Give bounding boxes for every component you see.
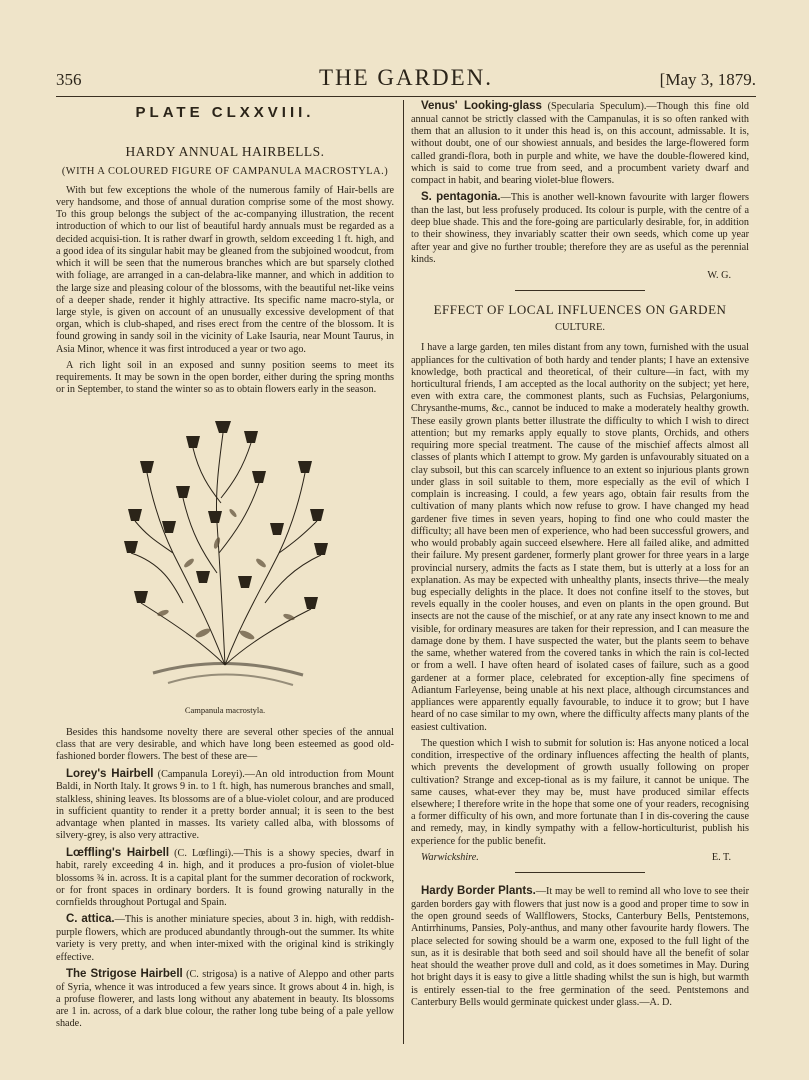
- page-header: [56, 62, 756, 98]
- article-heading: EFFECT OF LOCAL INFLUENCES ON GARDEN: [433, 302, 727, 318]
- campanula-woodcut-illustration: [113, 403, 337, 703]
- plate-number: PLATE CLXXVIII.: [135, 104, 315, 121]
- species-entry: [411, 100, 749, 187]
- entry-term: Hardy Border Plants.: [421, 885, 536, 898]
- author-location: Warwickshire.: [421, 851, 479, 863]
- species-term: Venus' Looking-glass: [421, 100, 542, 112]
- species-text: (Specularia Speculum).—Though this fine old annual cannot be strictly classed with the Campanulas, it is so often ranked with them that an allusion to it under this head is, on this account, admissable. It is, without doubt, one of our showiest annuals, and besides the large-flowered form called grandi-flora, both in purple and white, we have the double-flowered kind, which is said to come true from seed, and a procumbent variety dwarf and compact in habit, and bearing violet-blue flowers.: [411, 101, 749, 186]
- species-text: (C. Lœflingi).—This is a showy species, dwarf in habit, rarely exceeding 4 in. high, and it produces a pro-fusion of violet-blue blossoms ¾ in. across. It is a capital plant for the summer decoration of rockwork, or for front spaces in ordinary borders. It is found growing naturally in the cornfields throughout Portugal and Spain.: [56, 847, 394, 909]
- author-initials: W. G.: [707, 270, 731, 282]
- illustration-caption: Campanula macrostyla.: [184, 704, 266, 715]
- section-divider: [515, 872, 645, 873]
- right-column: [411, 100, 749, 1013]
- page-number: 356: [56, 70, 82, 89]
- paragraph: A rich light soil in an exposed and sunny position seems to meet its requirements. It may be sown in the open border, either during the spring months or in September, to stand the winter so as to obtain flowers early in the season.: [56, 359, 394, 396]
- column-rule: [403, 100, 404, 1044]
- issue-date: [May 3, 1879.: [659, 70, 756, 89]
- species-text: (Campanula Loreyi).—An old introduction from Mount Baldi, in North Italy. It grows 9 in. to 1 ft. high, has numerous branches and small, stalkless, shining leaves. Its blossoms are of a blue-violet colour, and are produced in sufficient quantity to render it a pretty border annual; it is seen to the best advantage when planted in masses. Its variety called alba, with blossoms of silvery-grey, is also very attractive.: [56, 768, 395, 842]
- species-term: Lœffling's Hairbell: [66, 846, 170, 859]
- paragraph: With but few exceptions the whole of the numerous family of Hair-bells are very handsome, and those of annual duration comprise some of the most showy. To this group belongs the subject of the ac-companying illustration, the recent introduction of which to our list of beautiful hardy annuals must be regarded as a decided acquisi-tion. It is rather dwarf in growth, seldom exceeding 1 ft. high, and a good idea of its singular habit may be gleaned from the subjoined woodcut, from which it will be seen that the numerous branches which are but sparsely clothed with foliage, are arranged in a can-delabra-like manner, and which in addition to the large size and pleasing colour of the blossoms, with the beautiful net-like veins of a deeper shade, render it highly attractive. Its specific name macro-styla, or large style, is given on account of an unusually excessive development of that organ, which is club-shaped, and rises erect from the centre of the blossom. It is found growing in sandy soil in the vicinity of Lake Isauria, near Mount Taurus, in Asia Minor, whence it was first introduced a year or two ago.: [56, 184, 394, 355]
- species-entry: [56, 768, 394, 843]
- article-heading: HARDY ANNUAL HAIRBELLS.: [125, 144, 325, 159]
- species-term: S. pentagonia.: [421, 191, 501, 204]
- species-entry: [56, 913, 394, 964]
- species-text: —This is another miniature species, about 3 in. high, with reddish-purple flowers, which are produced abundantly through-out the summer. Its white variety is very pretty, and when inter-mixed with the original kind is strikingly effective.: [56, 914, 394, 963]
- paragraph: The question which I wish to submit for solution is: Has anyone noticed a local condition, irrespective of the ordinary influences affecting the health of plants, which prevents the development of growth usually following on proper cultivation? Strange and excep-tional as is my failure, it cannot be unique. The same causes, what-ever they may be, must have produced similar effects elsewhere; I therefore write in the hope that some one of your readers, recognising a former difficulty of his own, and more fortunate than I in dis-covering the cause and remedy, may, in kindly sympathy with a fellow-horticulturist, publish his experience for the public benefit.: [411, 737, 749, 847]
- species-term: C. attica.: [66, 913, 115, 926]
- article-subheading: (WITH A COLOURED FIGURE OF CAMPANULA MACROSTYLA.): [61, 166, 389, 178]
- section-divider: [515, 290, 645, 291]
- header-rule: [56, 96, 756, 97]
- species-entry: [56, 847, 394, 910]
- species-entry: [56, 968, 394, 1031]
- species-text: (C. strigosa) is a native of Aleppo and other parts of Syria, whence it was introduced a few years since. It grows about 4 in. high, is a profuse flowerer, and lasts long without any abatement in beauty. Its blossoms are 1 in. across, of a dark blue colour, the rather long tube being of a pale yellow shade.: [56, 968, 394, 1030]
- publication-title: THE GARDEN.: [318, 65, 494, 90]
- author-initials: E. T.: [711, 851, 731, 863]
- species-text: —This is another well-known favourite with larger flowers than the last, but less profusely produced. Its colour is purple, with the centre of a deep blue shade. This and the fore-going are particularly desirable, for, in addition to their showiness, they invariably scatter their own seeds, which come up year after year and give no further trouble; therefore they are as useful as the perennial kinds.: [411, 192, 749, 265]
- species-entry: [411, 885, 749, 1009]
- left-column: [56, 100, 394, 1034]
- species-entry: [411, 191, 749, 266]
- entry-text: —It may be well to remind all who love to see their garden borders gay with flowers that just now is a good and proper time to sow in the open ground seeds of Wallflowers, Stocks, Canterbury Bells, Pentstemons, Antirrhinums, Pansies, Poly-anthus, and many other favourite hardy flowers. The place selected for sowing should be a warm one, exposed to the full light of the sun, as it is desirable that both seed and soil should have all the benefit of solar heat should the weather prove dull and cold, as it does sometimes in May. During hot bright days it is easy to give a little shading whilst the sun is high, but warmth is entirely essen-tial to the free germination of the seed. Pentstemons and Canterbury Bells would germinate quickest under glass.—A. D.: [411, 886, 749, 1008]
- species-term: Lorey's Hairbell: [66, 767, 154, 780]
- article-heading-line2: CULTURE.: [554, 321, 606, 333]
- species-term: The Strigose Hairbell: [66, 967, 183, 980]
- paragraph: I have a large garden, ten miles distant from any town, furnished with the usual appliances for the cultivation of both hardy and tender plants; I have an extensive knowledge, both practical and theoretical, of their culture—in fact, with my horticultural friends, I am accepted as the local authority on the subject; yet here, even with extra care, the commonest plants, such as Fuchsias, Pelargoniums, Chrysanthe-mums, &c., cannot be induced to make a moderately healthy growth. These easily grown plants better illustrate the difficulty to which I wish to direct attention; but my remarks apply equally to stove plants, Orchids, and others requiring more special treatment. The cause of the mischief affects almost all classes of plants which I attempt to grow. My garden is unfavourably situated on a clay subsoil, but this can scarcely influence to an extent so injurious plants grown under glass in soil suitable to them, more especially as the evil of which I complain is increasing. I could, a few years ago, obtain fair results from the cultivation of many plants which now refuse to grow. I have changed my head gardener five times in seven years, hoping to find one who could master the difficulty; all have been men of experience, who had been successful growers, and who would probably again succeed elsewhere. Here all failed alike, and admitted their failure. My present gardener, formerly plant grower for three years in a large provincial nursery, admits the facts as I state them, but is utterly at a loss for an explanation. As may be expected with unhealthy plants, insects thrive—the mealy bug especially delights in the place. It does not confine itself to the stoves, but revels equally in the cooler houses, and even on plants in the open ground. But insects are not the cause of the mischief, or at any rate any insect known to me and visible, for ordinary measures are taken for their repression, and I can measure the damage done by them. I have suspected the water, but the plants seem to behave the same, whether watered from the covered tanks in which the rain is col-lected or from a well. I have often heard of isolated cases of failure, such as a good gardener at a former place, celebrated for exception-ally fine specimens of Adiantum Farleyense, being unable at his next place, although circumstances and appliances were apparently equally favourable, to induce it to grow; but I have heard of no case similar to my own, where the difficulty affects many plants of the easiest cultivation.: [411, 342, 749, 733]
- signature-line: [411, 852, 749, 864]
- paragraph: Besides this handsome novelty there are several other species of the annual class that are very desirable, and which have long been esteemed as good old-fashioned border flowers. The best of these are—: [56, 726, 394, 763]
- signature-line: [411, 270, 749, 282]
